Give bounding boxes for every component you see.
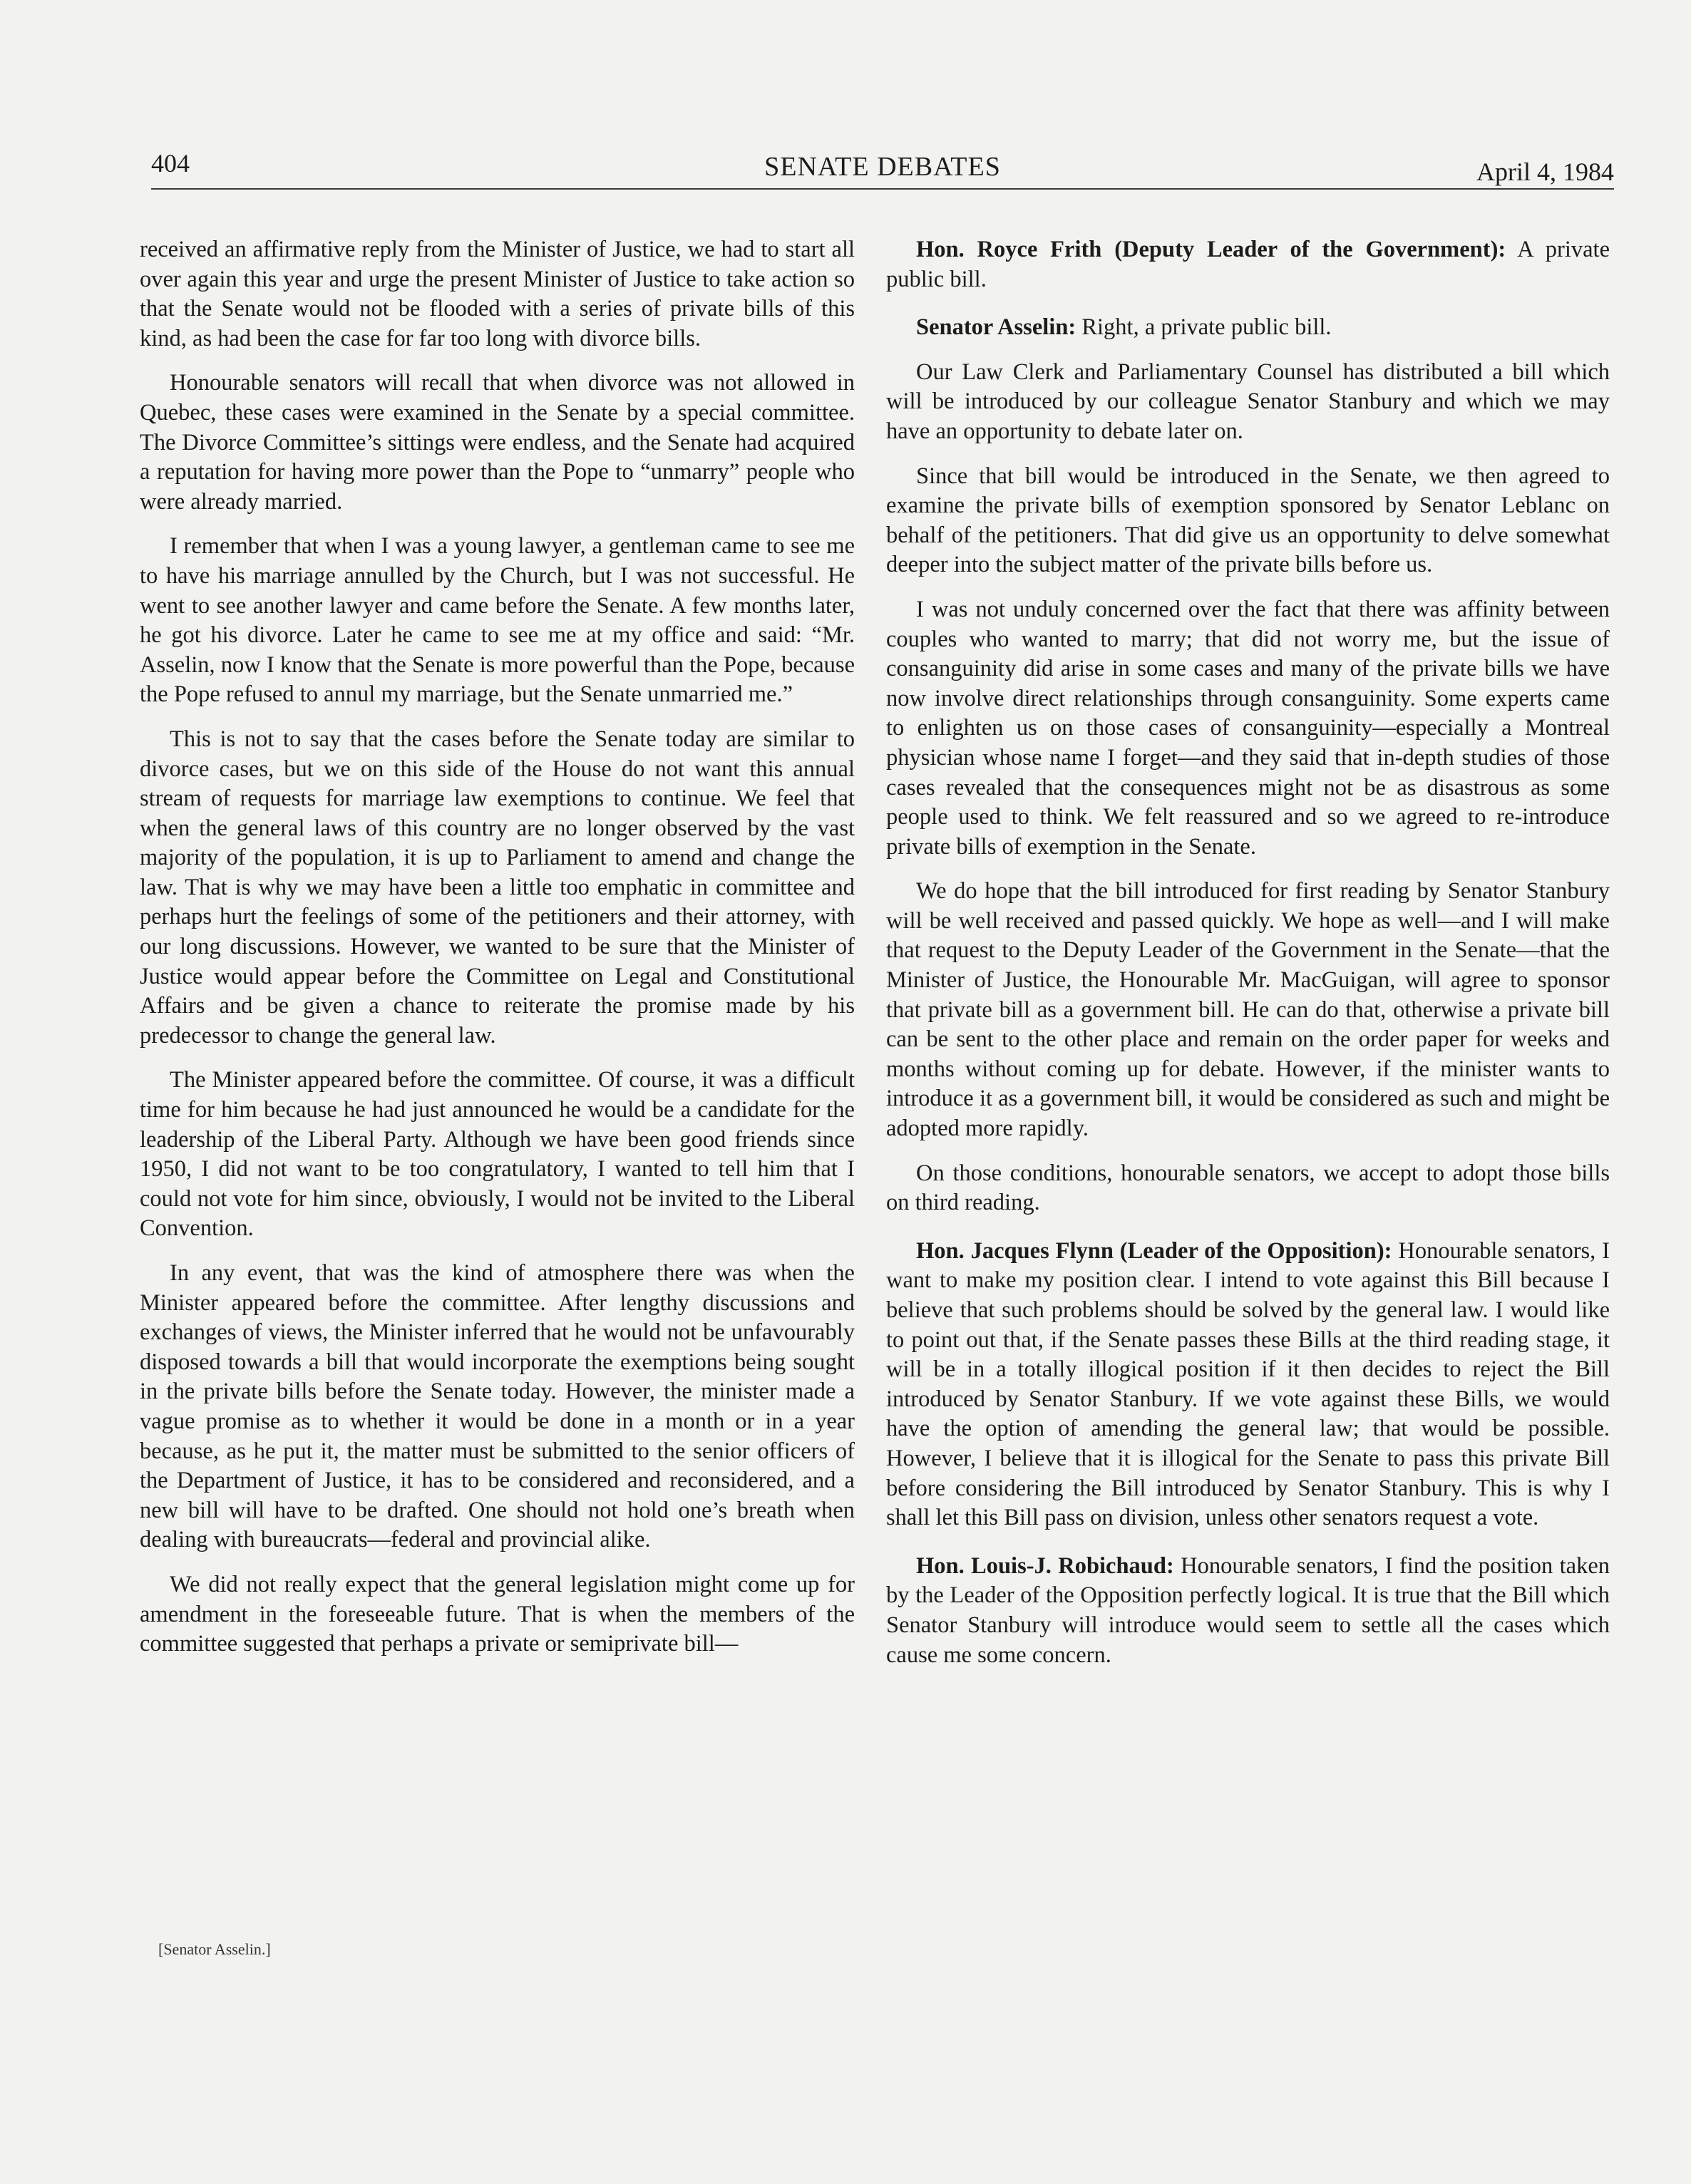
speech-frith [886, 235, 1610, 294]
speech-text: A private public bill. [886, 237, 1610, 292]
paragraph: I remember that when I was a young lawyer, a gentleman came to see me to have his marriage annulled by the Church, but I was not successful. He went to see another lawyer and came before the Senate. A few months later, he got his divorce. Later he came to see me at my office and said: “Mr. Asselin, now I know that the Senate is more powerful than the Pope, because the Pope refused to annul my marriage, but the Senate unmarried me.” [140, 533, 855, 708]
right-column [886, 235, 1610, 1685]
page-header [151, 145, 1614, 190]
paragraph: I was not unduly concerned over the fact that there was affinity between couples who wanted to marry; that did not worry me, but the issue of consanguinity did arise in some cases and many of the private bills we have now involve direct relationships through consanguinity. Some experts came to enlighten us on those cases of consanguinity—especially a Montreal physician whose name I forget—and they said that in-depth studies of those cases revealed that the consequences might not be as disastrous as some people used to think. We felt reassured and so we agreed to re-introduce private bills of exemption in the Senate. [886, 596, 1610, 860]
page-number: 404 [151, 149, 190, 177]
left-column [140, 235, 855, 1674]
speaker-footnote: [Senator Asselin.] [158, 1940, 271, 1958]
speaker-name: Hon. Jacques Flynn (Leader of the Opposition): [916, 1237, 1392, 1264]
speech-robichaud [886, 1552, 1610, 1670]
paragraph: Since that bill would be introduced in the Senate, we then agreed to examine the private bills of exemption sponsored by Senator Leblanc on behalf of the petitioners. That did give us an opportunity to delve somewhat deeper into the subject matter of the private bills before us. [886, 463, 1610, 578]
paragraph: In any event, that was the kind of atmosphere there was when the Minister appeared before the committee. After lengthy discussions and exchanges of views, the Minister inferred that he would not be unfavourably disposed towards a bill that would incorporate the exemptions being sought in the private bills before the Senate today. However, the minister made a vague promise as to whether it would be done in a month or in a year because, as he put it, the matter must be submitted to the senior officers of the Department of Justice, it has to be considered and reconsidered, and a new bill will have to be drafted. One should not hold one’s breath when dealing with bureaucrats—federal and provincial alike. [140, 1260, 855, 1553]
speaker-name: Hon. Louis-J. Robichaud: [916, 1552, 1174, 1579]
speech-asselin [886, 313, 1610, 343]
speaker-name: Senator Asselin: [916, 314, 1076, 341]
paragraph: On those conditions, honourable senators, we accept to adopt those bills on third reading. [886, 1160, 1610, 1216]
paragraph: Our Law Clerk and Parliamentary Counsel has distributed a bill which will be introduced by our colleague Senator Stanbury and which we may have an opportunity to debate later on. [886, 359, 1610, 444]
speech-flynn [886, 1237, 1610, 1533]
speaker-name: Hon. Royce Frith (Deputy Leader of the Government): [916, 237, 1506, 262]
publication-title: SENATE DEBATES [764, 152, 1001, 182]
paragraph: received an affirmative reply from the Minister of Justice, we had to start all over again this year and urge the present Minister of Justice to take action so that the Senate would not be flooded with a series of private bills of this kind, as had been the case for far too long with divorce bills. [140, 237, 855, 351]
paragraph: We do hope that the bill introduced for first reading by Senator Stanbury will be well received and passed quickly. We hope as well—and I will make that request to the Deputy Leader of the Government in the Senate—that the Minister of Justice, the Honourable Mr. MacGuigan, will agree to sponsor that private bill as a government bill. He can do that, otherwise a private bill can be sent to the other place and remain on the order paper for weeks and months without coming up for debate. However, if the minister wants to introduce it as a government bill, it would be considered as such and might be adopted more rapidly. [886, 878, 1610, 1142]
page-date: April 4, 1984 [1476, 158, 1614, 186]
speech-text: Honourable senators, I want to make my position clear. I intend to vote against this Bill because I believe that such problems should be solved by the general law. I would like to point out that, if the Senate passes these Bills at the third reading stage, it will be in a totally illogical position if it then decides to reject the Bill introduced by Senator Stanbury. If we vote against these Bills, we would have the option of amending the general law; that would be possible. However, I believe that it is illogical for the Senate to pass this private Bill before considering the Bill introduced by Senator Stanbury. This is why I shall let this Bill pass on division, unless other senators request a vote. [886, 1237, 1610, 1531]
paragraph: Honourable senators will recall that when divorce was not allowed in Quebec, these cases were examined in the Senate by a special committee. The Divorce Committee’s sittings were endless, and the Senate had acquired a reputation for having more power than the Pope to “unmarry” people who were already married. [140, 370, 855, 515]
paragraph: This is not to say that the cases before the Senate today are similar to divorce cases, but we on this side of the House do not want this annual stream of requests for marriage law exemptions to continue. We feel that when the general laws of this country are no longer observed by the vast majority of the population, it is up to Parliament to amend and change the law. That is why we may have been a little too emphatic in committee and perhaps hurt the feelings of some of the petitioners and their attorney, with our long discussions. However, we wanted to be sure that the Minister of Justice would appear before the Committee on Legal and Constitutional Affairs and be given a chance to reiterate the promise made by his predecessor to change the general law. [140, 726, 855, 1049]
paragraph: The Minister appeared before the committee. Of course, it was a difficult time for him because he had just announced he would be a candidate for the leadership of the Liberal Party. Although we have been good friends since 1950, I did not want to be too congratulatory, I wanted to tell him that I could not vote for him since, obviously, I would not be invited to the Liberal Convention. [140, 1067, 855, 1242]
speech-text: Honourable senators, I find the position taken by the Leader of the Opposition perfectly logical. It is true that the Bill which Senator Stanbury will introduce would seem to settle all the cases which cause me some concern. [886, 1552, 1610, 1668]
paragraph: We did not really expect that the general legislation might come up for amendment in the foreseeable future. That is when the members of the committee suggested that perhaps a private or semiprivate bill— [140, 1571, 855, 1657]
speech-text: Right, a private public bill. [1081, 314, 1332, 341]
